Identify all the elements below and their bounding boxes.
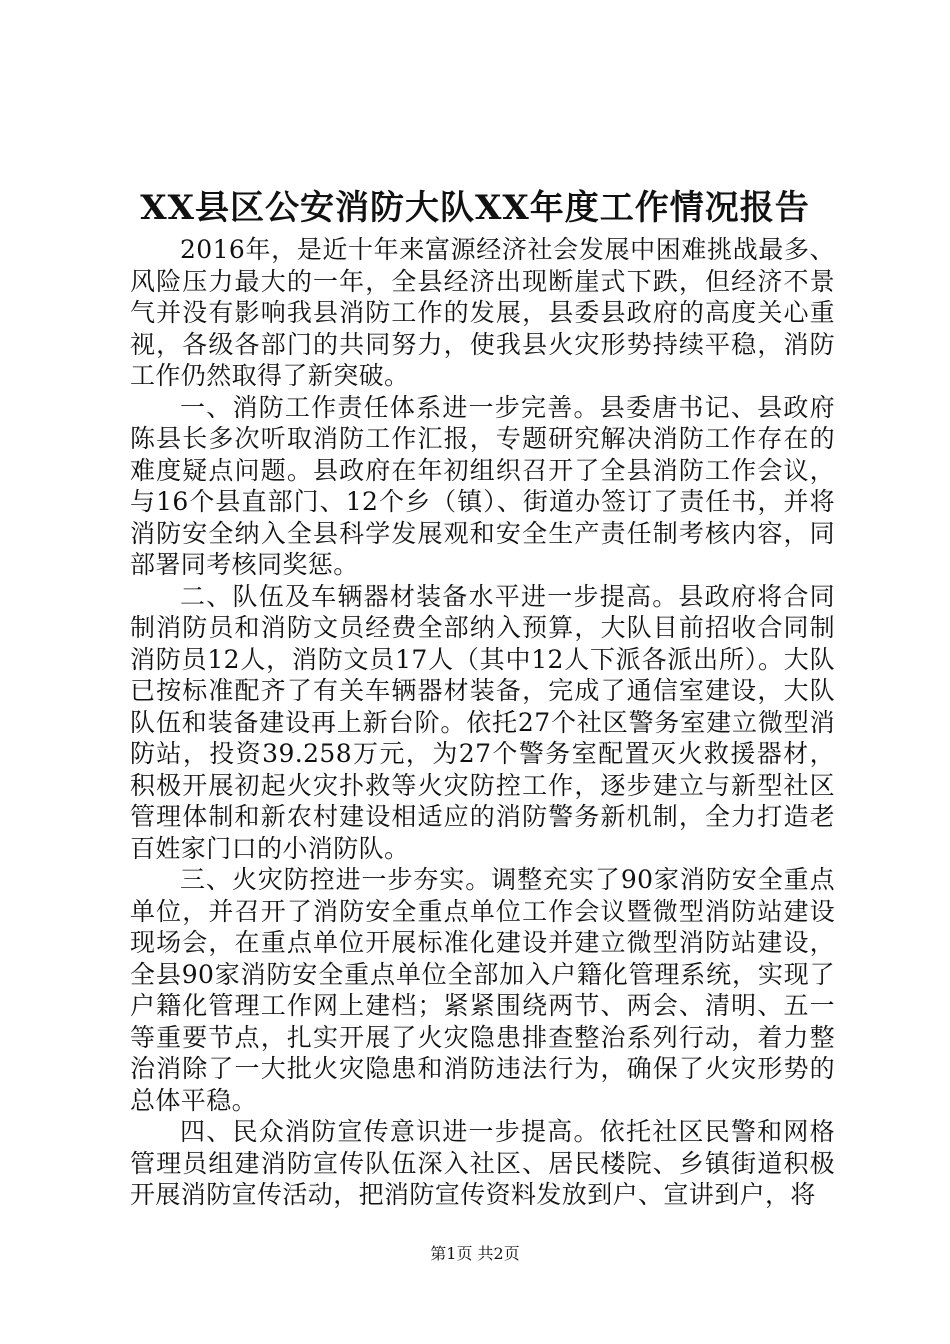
document-title: XX县区公安消防大队XX年度工作情况报告 bbox=[140, 188, 810, 228]
paragraph-section-3: 三、火灾防控进一步夯实。调整充实了90家消防安全重点单位，并召开了消防安全重点单位工作会议暨微型消防站建设现场会，在重点单位开展标准化建设并建立微型消防站建设，全县90家消防安全重点单位全部加入户籍化管理系统，实现了户籍化管理工作网上建档；紧紧围绕两节、两会、清明、五一等重要节点，扎实开展了火灾隐患排查整治系列行动，着力整治消除了一大批火灾隐患和消防违法行为，确保了火灾形势的总体平稳。 bbox=[130, 865, 835, 1115]
page-number-total: 共2页 bbox=[477, 1244, 520, 1263]
paragraph-section-2: 二、队伍及车辆器材装备水平进一步提高。县政府将合同制消防员和消防文员经费全部纳入预算，大队目前招收合同制消防员12人，消防文员17人（其中12人下派各派出所）。大队已按标准配齐了有关车辆器材装备，完成了通信室建设，大队队伍和装备建设再上新台阶。依托27个社区警务室建立微型消防站，投资39.258万元，为27个警务室配置灭火救援器材，积极开展初起火灾扑救等火灾防控工作，逐步建立与新型社区管理体制和新农村建设相适应的消防警务新机制，全力打造老百姓家门口的小消防队。 bbox=[130, 581, 835, 863]
page-footer bbox=[0, 1244, 950, 1264]
paragraph-section-1: 一、消防工作责任体系进一步完善。县委唐书记、县政府陈县长多次听取消防工作汇报，专题研究解决消防工作存在的难度疑点问题。县政府在年初组织召开了全县消防工作会议，与16个县直部门、12个乡（镇）、街道办签订了责任书，并将消防安全纳入全县科学发展观和安全生产责任制考核内容，同部署同考核同奖惩。 bbox=[130, 392, 835, 579]
page-number-current: 第1页 bbox=[430, 1244, 473, 1263]
paragraph-intro: 2016年，是近十年来富源经济社会发展中困难挑战最多、风险压力最大的一年，全县经济出现断崖式下跌，但经济不景气并没有影响我县消防工作的发展，县委县政府的高度关心重视，各级各部门的共同努力，使我县火灾形势持续平稳，消防工作仍然取得了新突破。 bbox=[130, 235, 835, 390]
document-body bbox=[130, 234, 835, 1211]
paragraph-section-4: 四、民众消防宣传意识进一步提高。依托社区民警和网格管理员组建消防宣传队伍深入社区、居民楼院、乡镇街道积极开展消防宣传活动，把消防宣传资料发放到户、宣讲到户，将 bbox=[130, 1117, 835, 1209]
